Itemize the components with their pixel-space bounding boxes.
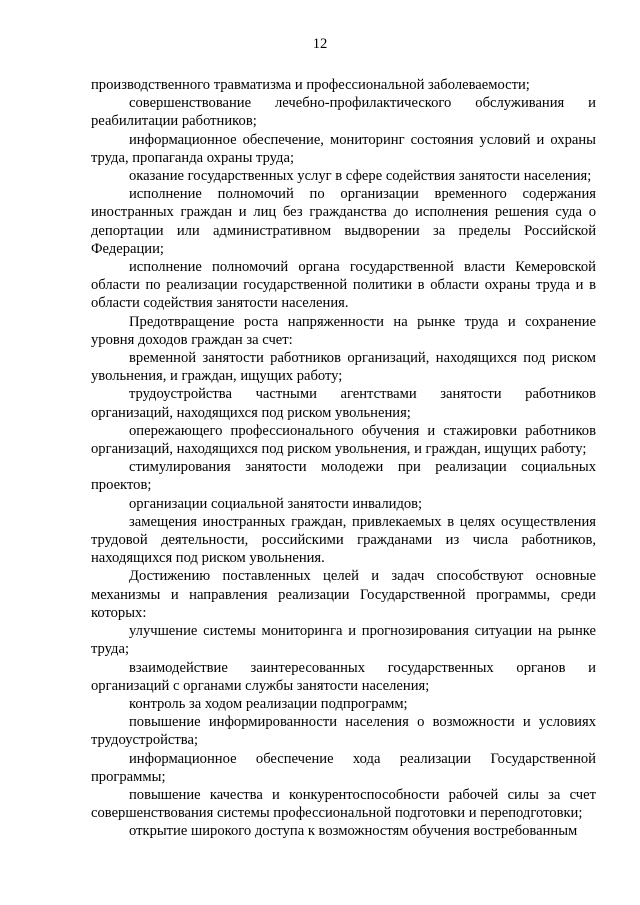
paragraph: совершенствование лечебно-профилактического обслуживания и реабилитации работников; (91, 95, 596, 130)
paragraph: контроль за ходом реализации подпрограмм; (129, 695, 408, 712)
paragraph: Предотвращение роста напряженности на рынке труда и сохранение уровня доходов граждан за счет: (91, 313, 596, 348)
paragraph: организации социальной занятости инвалидов; (129, 495, 423, 512)
paragraph: временной занятости работников организаций, находящихся под риском увольнения, и граждан, ищущих работу; (91, 350, 596, 385)
paragraph: трудоустройства частными агентствами занятости работников организаций, находящихся под риском увольнения; (91, 386, 596, 421)
document-body (91, 76, 596, 841)
paragraph: взаимодействие заинтересованных государственных органов и организаций с органами службы занятости населения; (91, 659, 596, 694)
paragraph: информационное обеспечение хода реализации Государственной программы; (91, 750, 596, 785)
paragraph: улучшение системы мониторинга и прогнозирования ситуации на рынке труда; (91, 623, 596, 658)
paragraph: Достижению поставленных целей и задач способствуют основные механизмы и направления реализации Государственной программы, среди которых: (91, 568, 596, 621)
paragraph: повышение информированности населения о возможности и условиях трудоустройства; (91, 714, 596, 749)
paragraph: опережающего профессионального обучения и стажировки работников организаций, находящихся под риском увольнения, и граждан, ищущих работу; (91, 422, 596, 458)
paragraph: открытие широкого доступа к возможностям обучения востребованным (129, 823, 578, 840)
paragraph: повышение качества и конкурентоспособности рабочей силы за счет совершенствования системы профессиональной подготовки и переподготовки; (91, 786, 596, 822)
paragraph: оказание государственных услуг в сфере содействия занятости населения; (129, 168, 592, 185)
paragraph: стимулирования занятости молодежи при реализации социальных проектов; (91, 459, 596, 494)
paragraph: информационное обеспечение, мониторинг состояния условий и охраны труда, пропаганда охраны труда; (91, 131, 596, 166)
paragraph: исполнение полномочий по организации временного содержания иностранных граждан и лиц без гражданства до исполнения решения суда о депортации или административном выдворении за пределы Российской Федерации; (91, 186, 596, 257)
paragraph: замещения иностранных граждан, привлекаемых в целях осуществления трудовой деятельности, российскими гражданами из числа работников, находящихся под риском увольнения. (91, 513, 596, 567)
paragraph: исполнение полномочий органа государственной власти Кемеровской области по реализации государственной политики в области охраны труда и в области содействия занятости населения. (91, 259, 596, 312)
paragraph: производственного травматизма и профессиональной заболеваемости; (91, 77, 530, 93)
page-number: 12 (312, 36, 328, 52)
